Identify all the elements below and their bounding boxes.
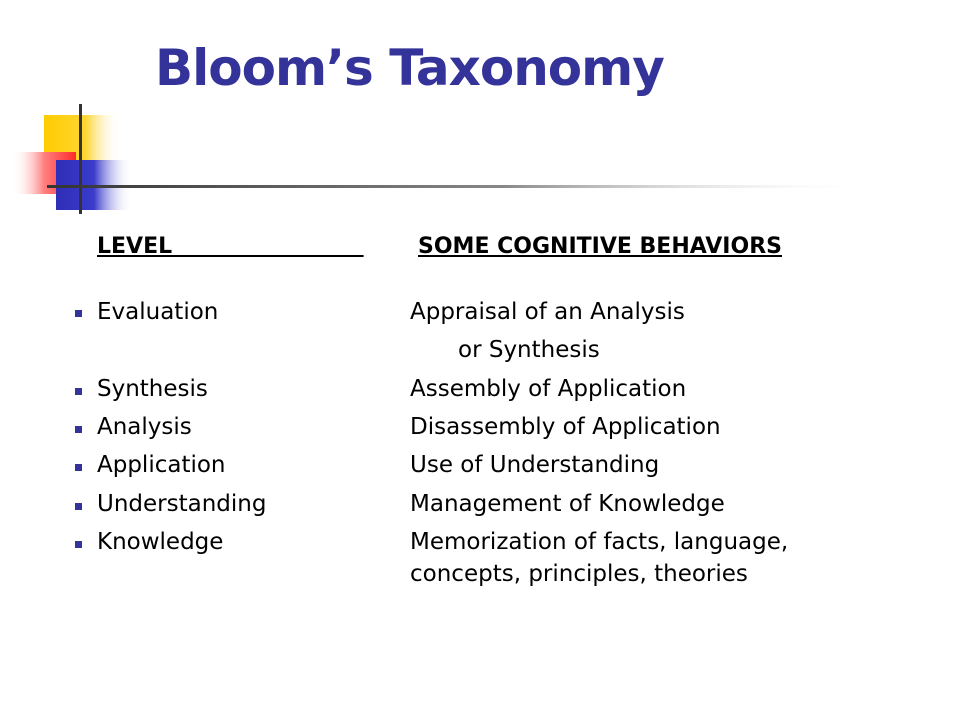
slide-title: Bloom’s Taxonomy	[155, 39, 664, 97]
level-evaluation: Evaluation	[97, 299, 219, 325]
bullet-icon	[75, 503, 82, 510]
level-knowledge: Knowledge	[97, 529, 224, 555]
corner-decoration	[0, 0, 960, 230]
level-understanding: Understanding	[97, 491, 267, 517]
behaviors-header: SOME COGNITIVE BEHAVIORS	[418, 234, 782, 259]
behavior-synthesis: Assembly of Application	[410, 376, 687, 402]
horizontal-line	[47, 185, 877, 188]
bullet-icon	[75, 464, 82, 471]
level-application: Application	[97, 452, 226, 478]
behavior-analysis: Disassembly of Application	[410, 414, 721, 440]
level-header: LEVEL	[97, 234, 364, 259]
behavior-evaluation-cont: or Synthesis	[458, 337, 600, 363]
bullet-icon	[75, 541, 82, 548]
behavior-knowledge: Memorization of facts, language,	[410, 529, 789, 555]
level-analysis: Analysis	[97, 414, 192, 440]
vertical-line	[79, 104, 82, 214]
behavior-knowledge-cont: concepts, principles, theories	[410, 561, 748, 587]
behavior-understanding: Management of Knowledge	[410, 491, 725, 517]
behavior-application: Use of Understanding	[410, 452, 660, 478]
bullet-icon	[75, 426, 82, 433]
behavior-evaluation: Appraisal of an Analysis	[410, 299, 685, 325]
level-synthesis: Synthesis	[97, 376, 208, 402]
bullet-icon	[75, 388, 82, 395]
bullet-icon	[75, 310, 82, 317]
